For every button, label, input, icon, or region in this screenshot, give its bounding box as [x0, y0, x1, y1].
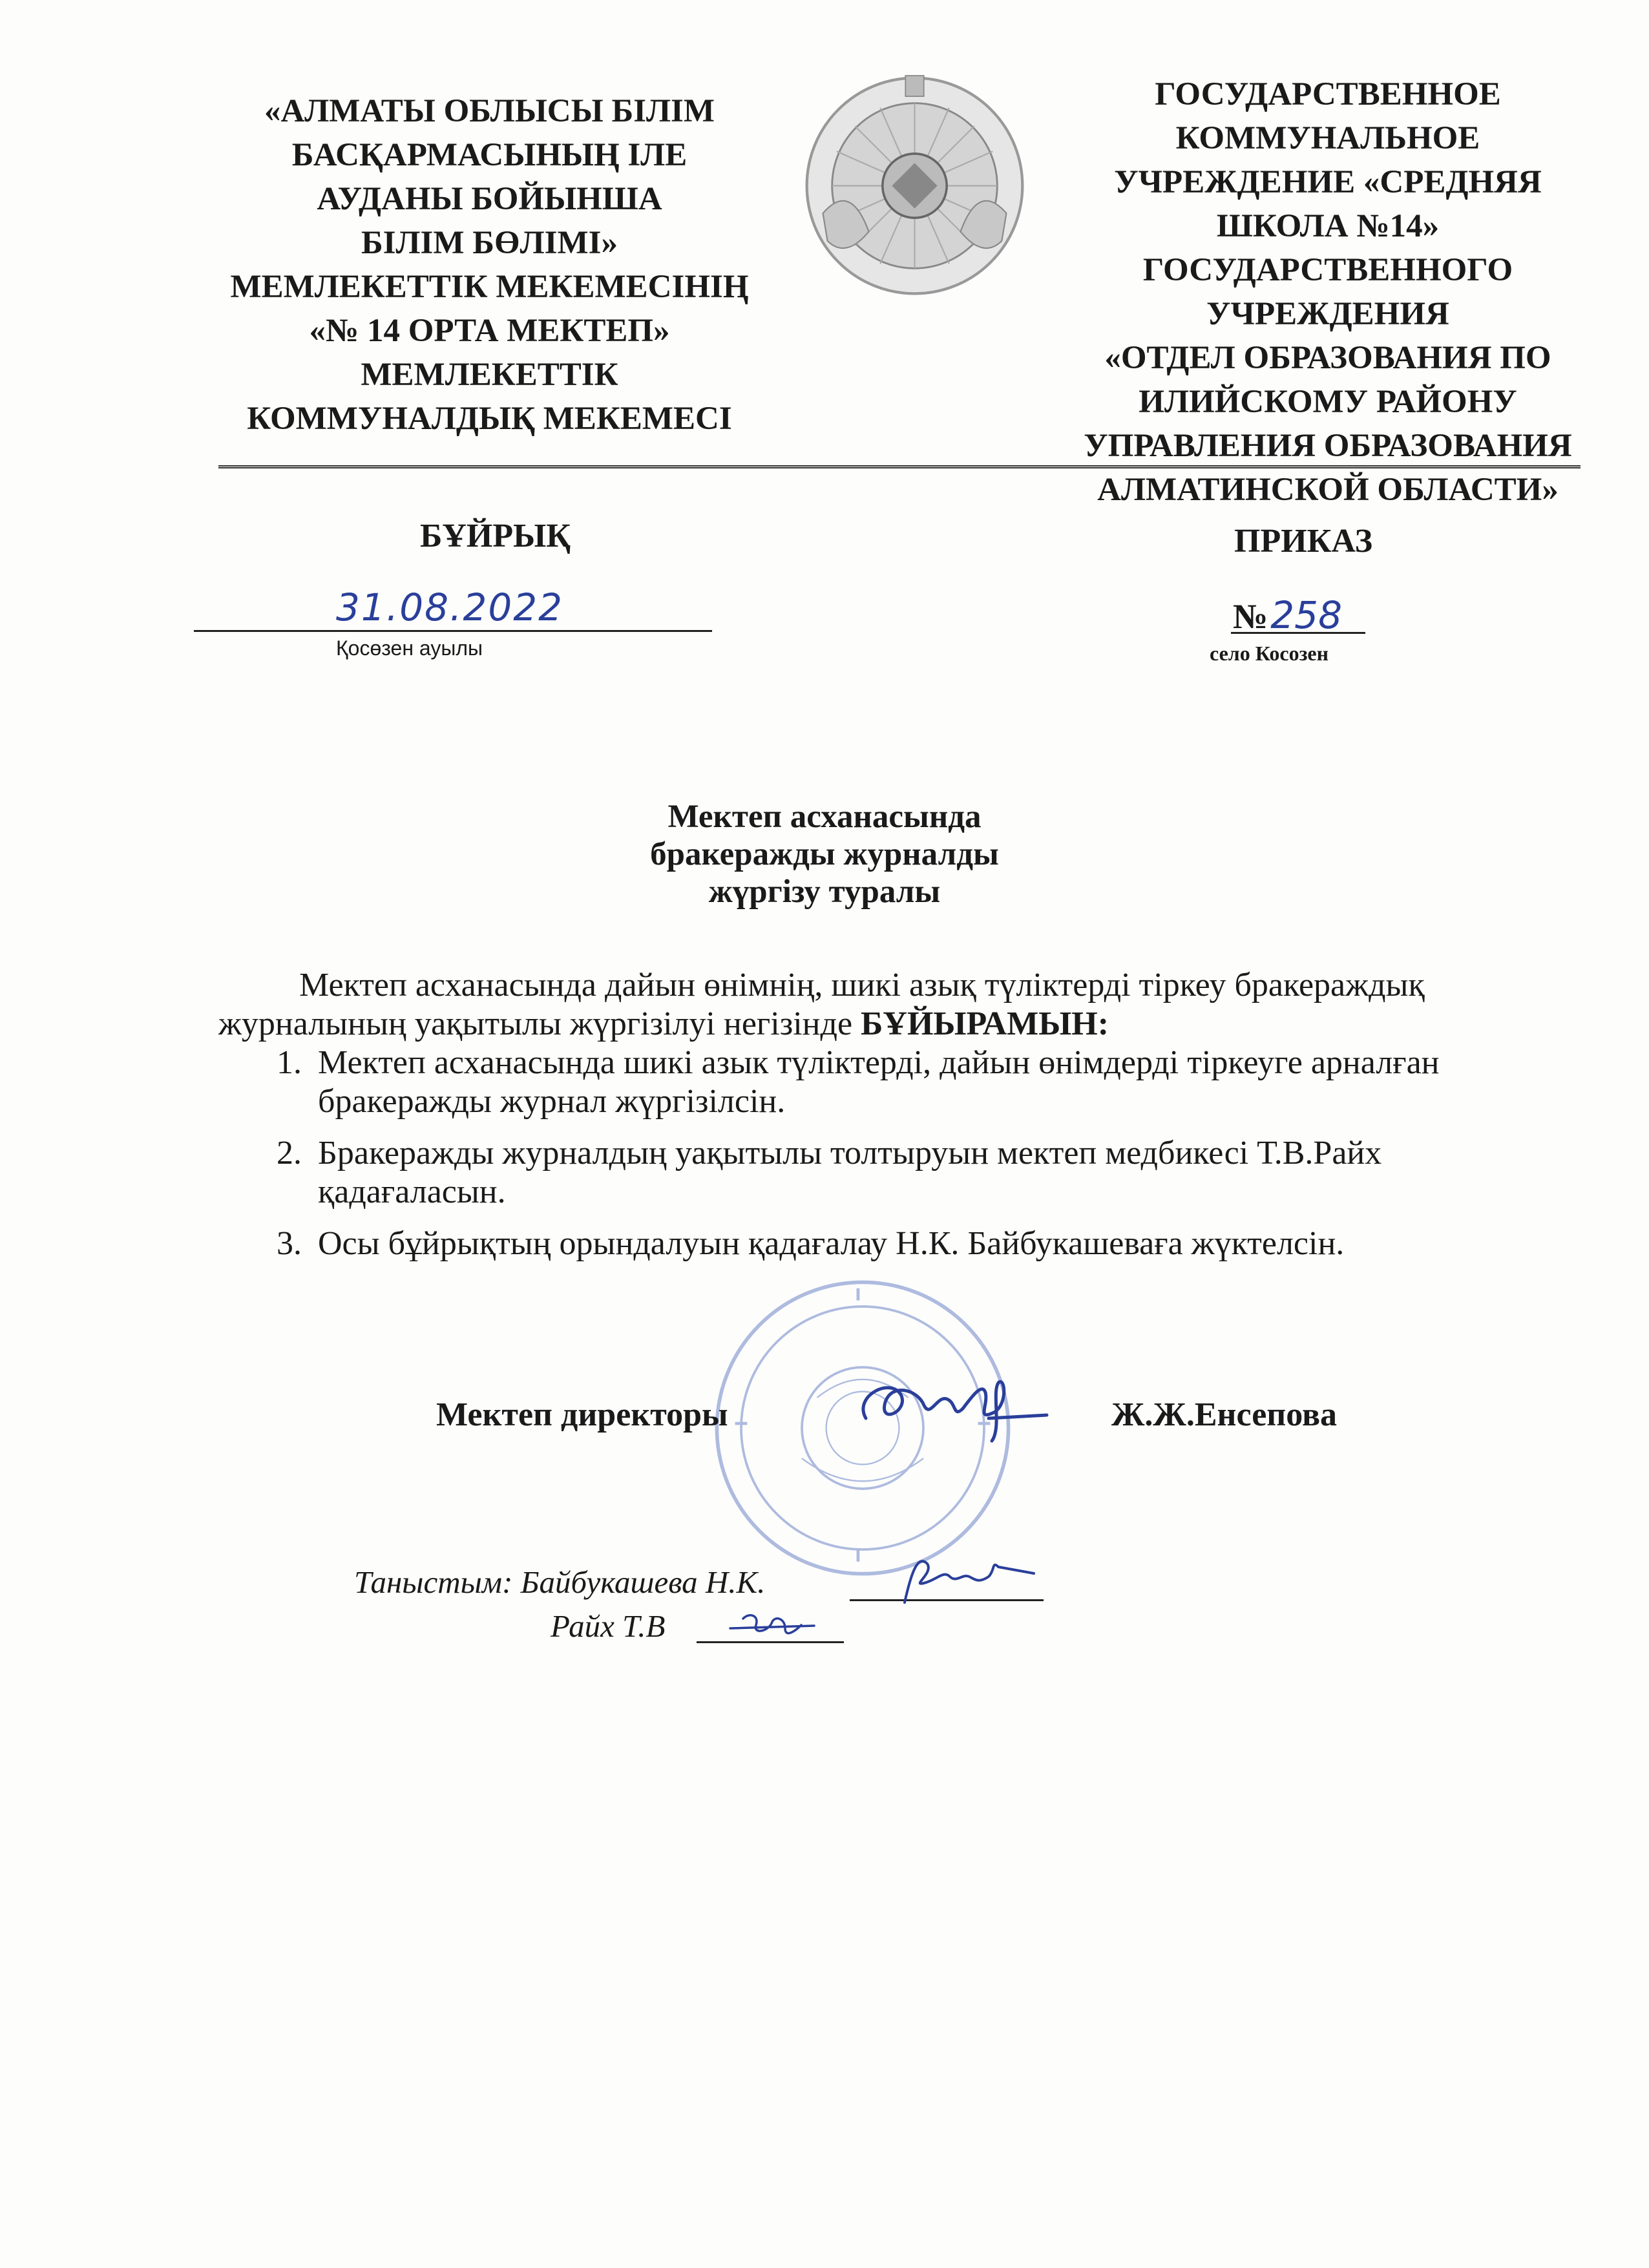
header-left-line: БІЛІМ БӨЛІМІ»	[361, 225, 618, 261]
order-number	[1233, 593, 1342, 637]
header-left-line: МЕМЛЕКЕТТІК МЕКЕМЕСІНІҢ	[230, 269, 749, 305]
order-label-kz: БҰЙРЫҚ	[420, 518, 571, 554]
order-item: 3. Осы бұйрықтың орындалуын қадағалау Н.К. Байбукашеваға жүктелсін.	[310, 1224, 1575, 1263]
intro-text: Мектеп асханасында дайын өнімнің, шикі азық түліктерді тіркеу бракераждық журналының уақытылы жүргізілуі негізінде	[218, 967, 1425, 1042]
document-title	[0, 798, 1649, 910]
acknowledgement-signature-2	[724, 1602, 827, 1648]
acknowledgement-line-1: Таныстым: Байбукашева Н.К.	[354, 1564, 766, 1600]
header-left-line: МЕМЛЕКЕТТІК	[361, 357, 618, 393]
title-line: Мектеп асханасында	[667, 799, 982, 835]
header-right-line: ГОСУДАРСТВЕННОГО	[1142, 252, 1513, 288]
order-date-handwritten: 31.08.2022	[336, 585, 564, 629]
order-item: 2. Бракеражды журналдың уақытылы толтыруын мектеп медбикесі Т.В.Райх қадағаласын.	[310, 1134, 1575, 1212]
director-label: Мектеп директоры	[436, 1396, 728, 1433]
order-label-ru: ПРИКАЗ	[1234, 523, 1373, 560]
order-items	[218, 1044, 1575, 1263]
intro-bold: БҰЙЫРАМЫН:	[861, 1005, 1109, 1042]
director-signature	[840, 1357, 1053, 1454]
header-left-line: АУДАНЫ БОЙЫНША	[317, 181, 662, 217]
place-kz: Қосөзен ауылы	[336, 636, 483, 660]
acknowledgement-signature-1	[866, 1548, 1060, 1609]
director-name: Ж.Ж.Енсепова	[1111, 1396, 1338, 1433]
header-right-line: «ОТДЕЛ ОБРАЗОВАНИЯ ПО	[1104, 340, 1551, 376]
place-ru: село Косозен	[1210, 642, 1329, 665]
acknowledgement-line-2: Райх Т.В	[551, 1608, 666, 1644]
date-underline	[194, 630, 712, 632]
header-right-line: КОММУНАЛЬНОЕ	[1175, 120, 1480, 156]
header-right-line: ШКОЛА №14»	[1216, 208, 1440, 244]
header-right-line: АЛМАТИНСКОЙ ОБЛАСТИ»	[1097, 472, 1559, 508]
intro-paragraph	[218, 966, 1575, 1044]
header-left-line: «АЛМАТЫ ОБЛЫСЫ БІЛІМ	[264, 93, 715, 129]
order-item: 1. Мектеп асханасында шикі азык түліктерді, дайын өнімдерді тіркеуге арналған бракеражды журнал жүргізілсін.	[310, 1044, 1575, 1121]
header-left-line: БАСҚАРМАСЫНЫҢ ІЛЕ	[291, 137, 688, 173]
header-left-line: «№ 14 ОРТА МЕКТЕП»	[309, 313, 670, 349]
header-right-line: УЧРЕЖДЕНИЕ «СРЕДНЯЯ	[1114, 164, 1542, 200]
title-line: жүргізу туралы	[708, 874, 941, 910]
header-left-kz	[187, 89, 792, 441]
number-underline	[1231, 632, 1365, 634]
document-body	[218, 966, 1575, 1276]
header-right-line: УЧРЕЖДЕНИЯ	[1206, 296, 1449, 332]
header-right-line: ГОСУДАРСТВЕННОЕ	[1155, 76, 1501, 112]
order-number-handwritten: 258	[1270, 593, 1342, 637]
header-right-line: ИЛИЙСКОМУ РАЙОНУ	[1139, 384, 1517, 420]
header-right-ru	[1027, 72, 1628, 512]
state-emblem-icon	[800, 71, 1029, 300]
header-left-line: КОММУНАЛДЫҚ МЕКЕМЕСІ	[247, 401, 732, 437]
order-number-label: №	[1233, 597, 1268, 636]
header-divider	[218, 465, 1581, 468]
title-line: бракеражды журналды	[650, 836, 999, 872]
header-right-line: УПРАВЛЕНИЯ ОБРАЗОВАНИЯ	[1084, 428, 1572, 464]
